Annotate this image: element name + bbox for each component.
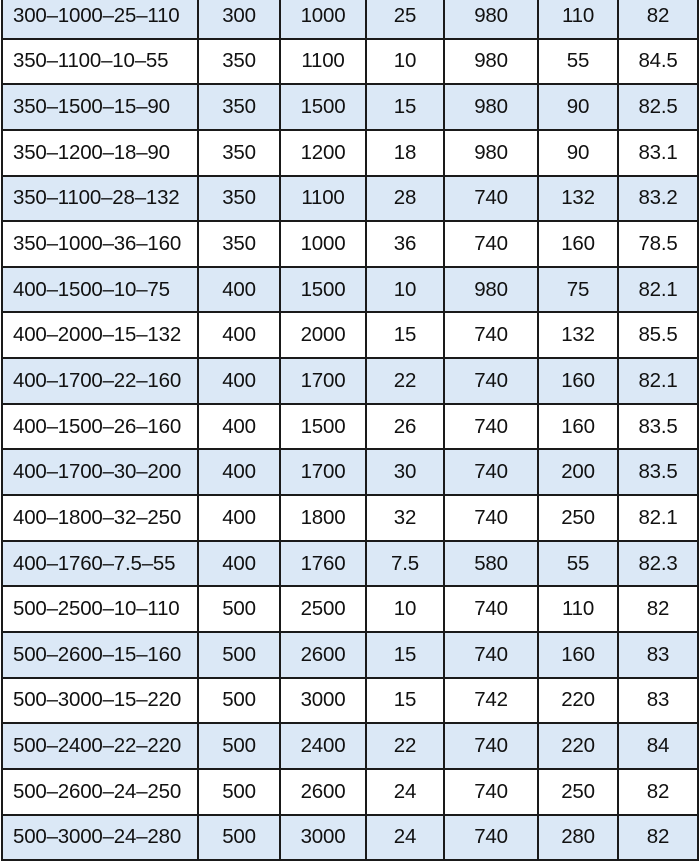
table-row [2,176,698,222]
cell-model: 500–2600–24–250 [2,769,198,815]
cell-value: 83.5 [618,449,698,495]
cell-value: 500 [198,815,280,861]
cell-value: 400 [198,449,280,495]
cell-value: 30 [366,449,444,495]
table-row [2,678,698,724]
cell-value: 980 [444,267,538,313]
cell-value: 15 [366,678,444,724]
table-row [2,541,698,587]
cell-value: 980 [444,39,538,85]
cell-value: 580 [444,541,538,587]
cell-value: 24 [366,815,444,861]
cell-value: 740 [444,312,538,358]
cell-value: 350 [198,176,280,222]
cell-value: 980 [444,0,538,39]
table-row [2,632,698,678]
cell-value: 160 [538,358,618,404]
cell-model: 350–1100–10–55 [2,39,198,85]
cell-value: 83.5 [618,404,698,450]
cell-value: 2000 [280,312,366,358]
cell-value: 740 [444,176,538,222]
cell-model: 400–1800–32–250 [2,495,198,541]
cell-value: 90 [538,84,618,130]
cell-value: 1760 [280,541,366,587]
cell-value: 110 [538,586,618,632]
table-row [2,84,698,130]
cell-value: 75 [538,267,618,313]
cell-value: 22 [366,723,444,769]
cell-value: 82 [618,586,698,632]
cell-value: 1100 [280,39,366,85]
cell-value: 132 [538,312,618,358]
cell-value: 2600 [280,632,366,678]
cell-value: 500 [198,632,280,678]
cell-value: 15 [366,632,444,678]
cell-value: 160 [538,632,618,678]
table-row [2,312,698,358]
cell-value: 83.2 [618,176,698,222]
table-row [2,358,698,404]
cell-value: 1000 [280,221,366,267]
cell-value: 980 [444,84,538,130]
table-row [2,267,698,313]
cell-value: 280 [538,815,618,861]
cell-value: 740 [444,221,538,267]
cell-value: 90 [538,130,618,176]
cell-value: 10 [366,267,444,313]
cell-value: 250 [538,769,618,815]
cell-model: 400–2000–15–132 [2,312,198,358]
cell-value: 82 [618,815,698,861]
cell-value: 1000 [280,0,366,39]
cell-value: 220 [538,678,618,724]
table-row [2,404,698,450]
table-row [2,769,698,815]
table-row [2,586,698,632]
cell-value: 84.5 [618,39,698,85]
cell-value: 18 [366,130,444,176]
cell-model: 350–1500–15–90 [2,84,198,130]
cell-value: 1100 [280,176,366,222]
cell-value: 740 [444,404,538,450]
table-row [2,221,698,267]
cell-value: 24 [366,769,444,815]
cell-model: 500–2500–10–110 [2,586,198,632]
cell-value: 400 [198,541,280,587]
cell-value: 400 [198,404,280,450]
cell-value: 32 [366,495,444,541]
cell-value: 740 [444,449,538,495]
cell-value: 82.3 [618,541,698,587]
cell-value: 160 [538,404,618,450]
cell-value: 85.5 [618,312,698,358]
cell-value: 1200 [280,130,366,176]
cell-value: 400 [198,358,280,404]
cell-value: 36 [366,221,444,267]
cell-value: 78.5 [618,221,698,267]
cell-value: 980 [444,130,538,176]
cell-value: 15 [366,312,444,358]
cell-model: 350–1000–36–160 [2,221,198,267]
cell-value: 250 [538,495,618,541]
cell-value: 742 [444,678,538,724]
cell-value: 28 [366,176,444,222]
cell-value: 55 [538,541,618,587]
cell-value: 350 [198,84,280,130]
cell-model: 400–1700–30–200 [2,449,198,495]
cell-value: 740 [444,815,538,861]
cell-value: 82.1 [618,495,698,541]
cell-value: 350 [198,221,280,267]
cell-value: 132 [538,176,618,222]
cell-value: 7.5 [366,541,444,587]
cell-value: 15 [366,84,444,130]
cell-model: 400–1700–22–160 [2,358,198,404]
cell-value: 10 [366,586,444,632]
cell-value: 1700 [280,358,366,404]
cell-model: 400–1500–10–75 [2,267,198,313]
table-row [2,495,698,541]
cell-value: 740 [444,723,538,769]
cell-value: 740 [444,495,538,541]
cell-value: 83.1 [618,130,698,176]
cell-model: 500–3000–15–220 [2,678,198,724]
cell-value: 200 [538,449,618,495]
cell-value: 500 [198,769,280,815]
spec-table-body [2,0,698,860]
cell-value: 400 [198,495,280,541]
cell-value: 22 [366,358,444,404]
cell-value: 3000 [280,678,366,724]
cell-value: 55 [538,39,618,85]
cell-value: 1500 [280,404,366,450]
cell-value: 400 [198,312,280,358]
table-row [2,0,698,39]
cell-value: 2400 [280,723,366,769]
table-row [2,39,698,85]
cell-model: 350–1200–18–90 [2,130,198,176]
cell-value: 500 [198,586,280,632]
cell-value: 400 [198,267,280,313]
cell-value: 2500 [280,586,366,632]
cell-value: 82.1 [618,267,698,313]
cell-value: 350 [198,130,280,176]
table-row [2,449,698,495]
cell-model: 500–2600–15–160 [2,632,198,678]
cell-value: 10 [366,39,444,85]
cell-value: 500 [198,723,280,769]
cell-model: 400–1500–26–160 [2,404,198,450]
cell-model: 500–2400–22–220 [2,723,198,769]
cell-value: 1700 [280,449,366,495]
cell-value: 350 [198,39,280,85]
table-row [2,723,698,769]
table-row [2,815,698,861]
cell-value: 3000 [280,815,366,861]
cell-model: 500–3000–24–280 [2,815,198,861]
cell-value: 160 [538,221,618,267]
cell-value: 2600 [280,769,366,815]
cell-value: 500 [198,678,280,724]
cell-value: 82 [618,769,698,815]
table-row [2,130,698,176]
cell-value: 25 [366,0,444,39]
cell-model: 350–1100–28–132 [2,176,198,222]
cell-model: 300–1000–25–110 [2,0,198,39]
cell-model: 400–1760–7.5–55 [2,541,198,587]
cell-value: 740 [444,632,538,678]
cell-value: 26 [366,404,444,450]
cell-value: 82.5 [618,84,698,130]
spec-table [1,0,699,861]
cell-value: 740 [444,358,538,404]
cell-value: 1500 [280,267,366,313]
cell-value: 84 [618,723,698,769]
cell-value: 740 [444,586,538,632]
cell-value: 110 [538,0,618,39]
cell-value: 220 [538,723,618,769]
cell-value: 740 [444,769,538,815]
cell-value: 1500 [280,84,366,130]
cell-value: 82 [618,0,698,39]
cell-value: 83 [618,632,698,678]
cell-value: 83 [618,678,698,724]
cell-value: 300 [198,0,280,39]
cell-value: 82.1 [618,358,698,404]
cell-value: 1800 [280,495,366,541]
